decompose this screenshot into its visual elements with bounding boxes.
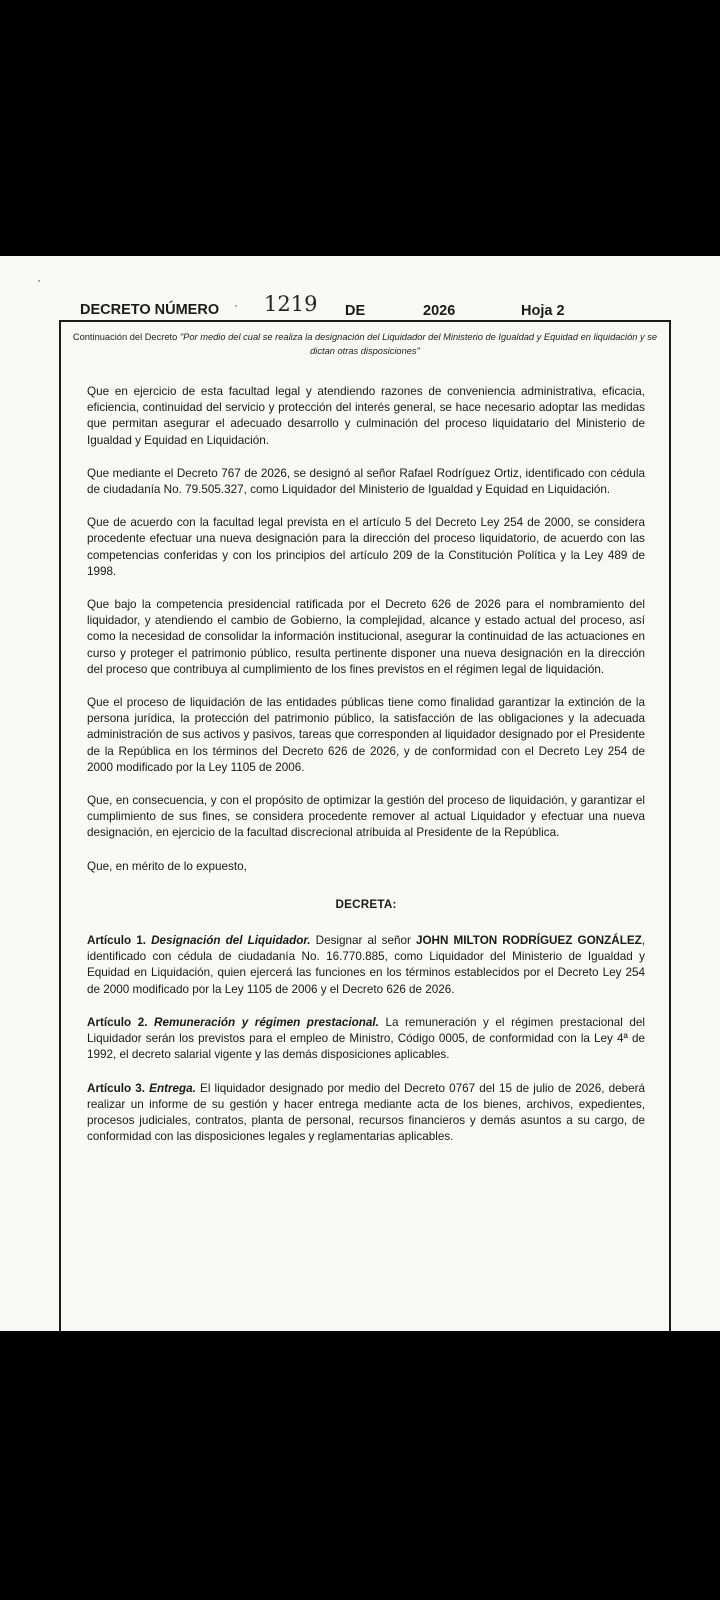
article-text: La remuneración y el régimen prestacional del Liquidador serán los previstos para el empleo de Ministro, Código 0005, de conformidad con la Ley 4ª de 1992, el decreto salarial vigente y las demás disposiciones aplicables. <box>87 1015 646 1062</box>
document-body <box>87 384 645 1162</box>
continuation-prefix: Continuación del Decreto <box>72 332 178 342</box>
header-dot: · <box>234 298 238 312</box>
article-2 <box>87 1015 645 1064</box>
paragraph: Que, en consecuencia, y con el propósito de optimizar la gestión del proceso de liquidación, y garantizar el cumplimiento de sus fines, se considera procedente remover al actual Liquidador y efectuar una nueva designación, en ejercicio de la facultad discrecional atribuida al Presidente de la República. <box>87 794 645 840</box>
liquidator-name: JOHN MILTON RODRÍGUEZ GONZÁLEZ <box>415 934 642 948</box>
article-title: Entrega. <box>149 1081 196 1095</box>
continuation-title: "Por medio del cual se realiza la designación del Liquidador del Ministerio de Igualdad y Equidad en liquidación y se dictan otras disposiciones" <box>179 332 658 356</box>
paragraph: Que, en mérito de lo expuesto, <box>87 859 247 873</box>
top-black-margin <box>0 0 720 256</box>
article-3 <box>87 1081 645 1146</box>
scan-speck <box>38 280 40 282</box>
decreta-heading: DECRETA: <box>335 897 397 911</box>
article-text: , identificado con cédula de ciudadanía No. 16.770.885, como Liquidador del Ministerio de Igualdad y Equidad en Liquidación, quien ejercerá las funciones en los términos establecidos por el Decreto Ley 254 de 2000 modificado por la Ley 1105 de 2006 y el Decreto 626 de 2026. <box>87 934 646 996</box>
decreto-year: 2026 <box>423 303 456 319</box>
decreto-number: 1219 <box>264 292 318 316</box>
article-number: Artículo 2. <box>87 1015 148 1029</box>
article-number: Artículo 1. <box>87 934 146 948</box>
de-label: DE <box>345 303 366 319</box>
paragraph: Que bajo la competencia presidencial ratificada por el Decreto 626 de 2026 para el nombramiento del liquidador, y atendiendo el cambio de Gobierno, la complejidad, alcance y estado actual del proceso, así como la necesidad de consolidar la información institucional, asegurar la continuidad de las actuaciones en curso y proteger el patrimonio público, resulta pertinente disponer una nueva designación en la dirección del proceso que contribuya al cumplimiento de los fines previstos en el régimen legal de liquidación. <box>87 598 645 676</box>
paragraph: Que mediante el Decreto 767 de 2026, se designó al señor Rafael Rodríguez Ortiz, identificado con cédula de ciudadanía No. 79.505.327, como Liquidador del Ministerio de Igualdad y Equidad en Liquidación. <box>87 466 645 497</box>
paragraph: Que el proceso de liquidación de las entidades públicas tiene como finalidad garantizar la extinción de la persona jurídica, la protección del patrimonio público, la satisfacción de las obligaciones y la adecuada administración de sus activos y pasivos, tareas que corresponden al liquidador designado por el Presidente de la República en los términos del Decreto 626 de 2026, y de conformidad con el Decreto Ley 254 de 2000 modificado por la Ley 1105 de 2006. <box>87 696 645 774</box>
paragraph: Que en ejercicio de esta facultad legal y atendiendo razones de conveniencia administrativa, eficacia, eficiencia, continuidad del servicio y protección del interés general, se hace necesario adoptar las medidas que permitan asegurar el adecuado desarrollo y culminación del proceso liquidatario del Ministerio de Igualdad y Equidad en Liquidación. <box>87 385 645 447</box>
page-label: Hoja 2 <box>521 303 565 319</box>
paragraph: Que de acuerdo con la facultad legal prevista en el artículo 5 del Decreto Ley 254 de 2000, se considera procedente efectuar una nueva designación para la dirección del proceso liquidatorio, de acuerdo con las competencias conferidas y con los principios del artículo 209 de la Constitución Política y la Ley 489 de 1998. <box>87 516 645 578</box>
document-header <box>80 292 680 322</box>
article-number: Artículo 3. <box>87 1081 146 1095</box>
decreto-label: DECRETO NÚMERO <box>80 302 220 318</box>
article-1 <box>87 933 645 998</box>
article-title: Remuneración y régimen prestacional. <box>154 1015 379 1029</box>
article-title: Designación del Liquidador. <box>151 934 311 948</box>
article-text: El liquidador designado por medio del Decreto 0767 del 15 de julio de 2026, deberá realizar un informe de su gestión y hacer entrega mediante acta de los bienes, archivos, expedientes, procesos judiciales, contratos, planta de personal, recursos financieros y demás asuntos a su cargo, de conformidad con las disposiciones legales y reglamentarias aplicables. <box>87 1081 646 1144</box>
continuation-note <box>66 330 664 358</box>
bottom-black-margin <box>0 1331 720 1600</box>
article-pre: Designar al señor <box>315 934 411 948</box>
document-page <box>0 256 720 1331</box>
